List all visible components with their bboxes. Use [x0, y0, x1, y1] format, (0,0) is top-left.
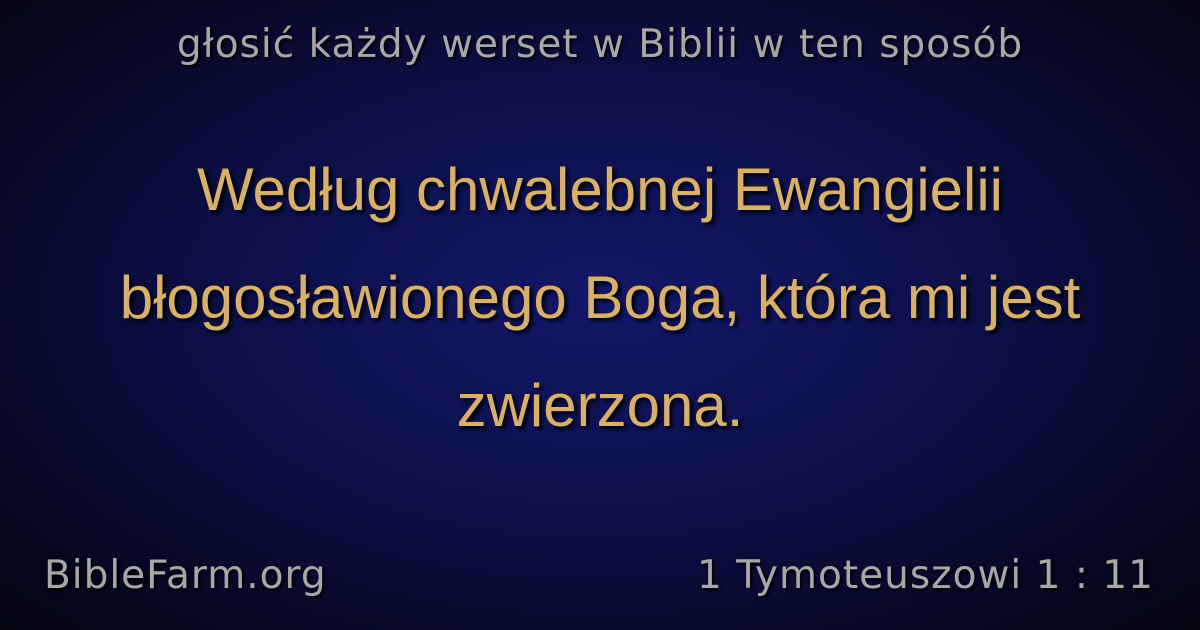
site-name: BibleFarm.org: [44, 553, 327, 598]
verse-text: Według chwalebnej Ewangielii błogosławionego Boga, która mi jest zwierzona.: [119, 156, 1081, 439]
tagline-header: głosić każdy werset w Biblii w ten sposób: [176, 22, 1024, 67]
verse-reference: 1 Tymoteuszowi 1 : 11: [696, 553, 1154, 598]
